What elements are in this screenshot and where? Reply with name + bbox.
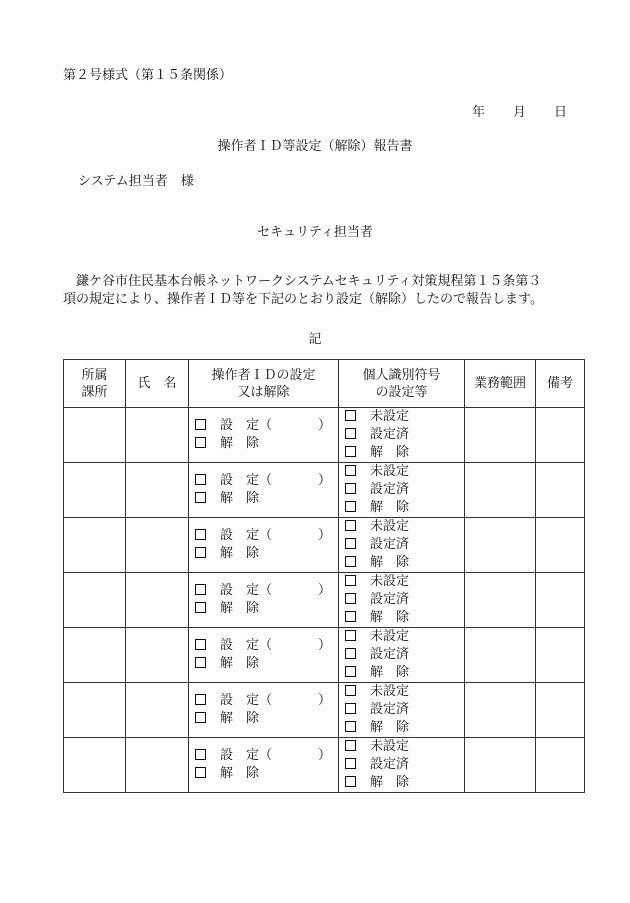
checkbox-icon[interactable]: [345, 410, 356, 421]
body-text: [63, 273, 583, 309]
table-row: [64, 628, 585, 683]
checkbox-icon[interactable]: [195, 657, 206, 668]
scope-cell[interactable]: [465, 518, 536, 573]
id-set-option[interactable]: 設 定（ ）: [195, 637, 338, 655]
checkbox-icon[interactable]: [195, 529, 206, 540]
remarks-cell[interactable]: [536, 628, 585, 683]
checkbox-icon[interactable]: [195, 474, 206, 485]
operator-id-cell: [189, 573, 339, 628]
scope-cell[interactable]: [465, 683, 536, 738]
name-cell[interactable]: [126, 683, 189, 738]
checkbox-icon[interactable]: [195, 767, 206, 778]
recipient: システム担当者 様: [78, 174, 194, 189]
date-year[interactable]: 年: [471, 105, 485, 120]
name-cell[interactable]: [126, 573, 189, 628]
remarks-cell[interactable]: [536, 463, 585, 518]
pin-done-option[interactable]: 設定済: [345, 426, 464, 444]
id-set-option[interactable]: 設 定（ ）: [195, 527, 338, 545]
checkbox-icon[interactable]: [345, 648, 356, 659]
checkbox-icon[interactable]: [345, 556, 356, 567]
dept-cell[interactable]: [64, 683, 126, 738]
checkbox-icon[interactable]: [345, 721, 356, 732]
checkbox-icon[interactable]: [345, 740, 356, 751]
pin-done-option[interactable]: 設定済: [345, 536, 464, 554]
id-release-option[interactable]: 解 除: [195, 435, 338, 453]
pin-cell: [339, 628, 465, 683]
dept-cell[interactable]: [64, 573, 126, 628]
checkbox-icon[interactable]: [345, 465, 356, 476]
table-row: [64, 463, 585, 518]
pin-cell: [339, 738, 465, 793]
registration-table: [63, 359, 585, 793]
operator-id-cell: [189, 738, 339, 793]
col-header-operator-id: 操作者ＩＤの設定 又は解除: [189, 360, 339, 408]
checkbox-icon[interactable]: [345, 666, 356, 677]
remarks-cell[interactable]: [536, 518, 585, 573]
id-set-option[interactable]: 設 定（ ）: [195, 747, 338, 765]
table-row: [64, 683, 585, 738]
pin-cell: [339, 683, 465, 738]
col-header-remarks: 備考: [536, 360, 585, 408]
pin-done-option[interactable]: 設定済: [345, 646, 464, 664]
pin-done-option[interactable]: 設定済: [345, 591, 464, 609]
col-header-dept: 所属 課所: [64, 360, 126, 408]
pin-unset-option[interactable]: 未設定: [345, 573, 464, 591]
date-day[interactable]: 日: [553, 105, 567, 120]
pin-unset-option[interactable]: 未設定: [345, 738, 464, 756]
pin-release-option[interactable]: 解 除: [345, 609, 464, 627]
id-set-option[interactable]: 設 定（ ）: [195, 582, 338, 600]
name-cell[interactable]: [126, 408, 189, 463]
id-release-option[interactable]: 解 除: [195, 655, 338, 673]
scope-cell[interactable]: [465, 573, 536, 628]
pin-done-option[interactable]: 設定済: [345, 481, 464, 499]
pin-done-option[interactable]: 設定済: [345, 701, 464, 719]
name-cell[interactable]: [126, 738, 189, 793]
table-header-row: [64, 360, 585, 408]
id-release-option[interactable]: 解 除: [195, 490, 338, 508]
checkbox-icon[interactable]: [345, 630, 356, 641]
pin-unset-option[interactable]: 未設定: [345, 463, 464, 481]
checkbox-icon[interactable]: [195, 547, 206, 558]
pin-unset-option[interactable]: 未設定: [345, 518, 464, 536]
dept-cell[interactable]: [64, 518, 126, 573]
checkbox-icon[interactable]: [345, 685, 356, 696]
checkbox-icon[interactable]: [195, 602, 206, 613]
col-header-scope: 業務範囲: [465, 360, 536, 408]
sender: セキュリティ担当者: [257, 225, 373, 240]
checkbox-icon[interactable]: [345, 483, 356, 494]
dept-cell[interactable]: [64, 463, 126, 518]
pin-cell: [339, 463, 465, 518]
checkbox-icon[interactable]: [195, 639, 206, 650]
table-row: [64, 408, 585, 463]
checkbox-icon[interactable]: [345, 446, 356, 457]
checkbox-icon[interactable]: [195, 584, 206, 595]
col-header-name: 氏 名: [126, 360, 189, 408]
pin-done-option[interactable]: 設定済: [345, 756, 464, 774]
form-number: 第２号様式（第１５条関係）: [63, 68, 233, 83]
pin-release-option[interactable]: 解 除: [345, 719, 464, 737]
remarks-cell[interactable]: [536, 683, 585, 738]
document-title: 操作者ＩＤ等設定（解除）報告書: [217, 139, 413, 154]
checkbox-icon[interactable]: [345, 575, 356, 586]
scope-cell[interactable]: [465, 628, 536, 683]
checkbox-icon[interactable]: [345, 611, 356, 622]
id-release-option[interactable]: 解 除: [195, 545, 338, 563]
operator-id-cell: [189, 683, 339, 738]
name-cell[interactable]: [126, 518, 189, 573]
pin-cell: [339, 408, 465, 463]
pin-release-option[interactable]: 解 除: [345, 499, 464, 517]
pin-unset-option[interactable]: 未設定: [345, 408, 464, 426]
pin-unset-option[interactable]: 未設定: [345, 628, 464, 646]
col-header-pin: 個人識別符号 の設定等: [339, 360, 465, 408]
dept-cell[interactable]: [64, 738, 126, 793]
checkbox-icon[interactable]: [195, 492, 206, 503]
body-line-2: 項の規定により、操作者ＩＤ等を下記のとおり設定（解除）したので報告します。: [63, 292, 543, 307]
ki-heading: 記: [308, 332, 322, 347]
checkbox-icon[interactable]: [345, 520, 356, 531]
date-line: [472, 101, 567, 120]
checkbox-icon[interactable]: [345, 538, 356, 549]
pin-release-option[interactable]: 解 除: [345, 554, 464, 572]
scope-cell[interactable]: [465, 738, 536, 793]
checkbox-icon[interactable]: [345, 428, 356, 439]
pin-cell: [339, 573, 465, 628]
id-set-option[interactable]: 設 定（ ）: [195, 692, 338, 710]
pin-release-option[interactable]: 解 除: [345, 774, 464, 792]
checkbox-icon[interactable]: [195, 419, 206, 430]
id-release-option[interactable]: 解 除: [195, 710, 338, 728]
dept-cell[interactable]: [64, 628, 126, 683]
checkbox-icon[interactable]: [345, 501, 356, 512]
date-month[interactable]: 月: [512, 105, 526, 120]
operator-id-cell: [189, 408, 339, 463]
checkbox-icon[interactable]: [345, 776, 356, 787]
id-set-option[interactable]: 設 定（ ）: [195, 472, 338, 490]
name-cell[interactable]: [126, 463, 189, 518]
dept-cell[interactable]: [64, 408, 126, 463]
checkbox-icon[interactable]: [195, 437, 206, 448]
table-row: [64, 738, 585, 793]
pin-cell: [339, 518, 465, 573]
operator-id-cell: [189, 463, 339, 518]
checkbox-icon[interactable]: [195, 694, 206, 705]
operator-id-cell: [189, 518, 339, 573]
table-row: [64, 573, 585, 628]
id-set-option[interactable]: 設 定（ ）: [195, 417, 338, 435]
checkbox-icon[interactable]: [345, 593, 356, 604]
checkbox-icon[interactable]: [345, 758, 356, 769]
pin-release-option[interactable]: 解 除: [345, 444, 464, 462]
pin-release-option[interactable]: 解 除: [345, 664, 464, 682]
table-row: [64, 518, 585, 573]
scope-cell[interactable]: [465, 463, 536, 518]
pin-unset-option[interactable]: 未設定: [345, 683, 464, 701]
scope-cell[interactable]: [465, 408, 536, 463]
checkbox-icon[interactable]: [345, 703, 356, 714]
remarks-cell[interactable]: [536, 738, 585, 793]
id-release-option[interactable]: 解 除: [195, 765, 338, 783]
body-line-1: 鎌ケ谷市住民基本台帳ネットワークシステムセキュリティ対策規程第１５条第３: [76, 274, 542, 289]
remarks-cell[interactable]: [536, 573, 585, 628]
checkbox-icon[interactable]: [195, 712, 206, 723]
name-cell[interactable]: [126, 628, 189, 683]
checkbox-icon[interactable]: [195, 749, 206, 760]
remarks-cell[interactable]: [536, 408, 585, 463]
operator-id-cell: [189, 628, 339, 683]
id-release-option[interactable]: 解 除: [195, 600, 338, 618]
